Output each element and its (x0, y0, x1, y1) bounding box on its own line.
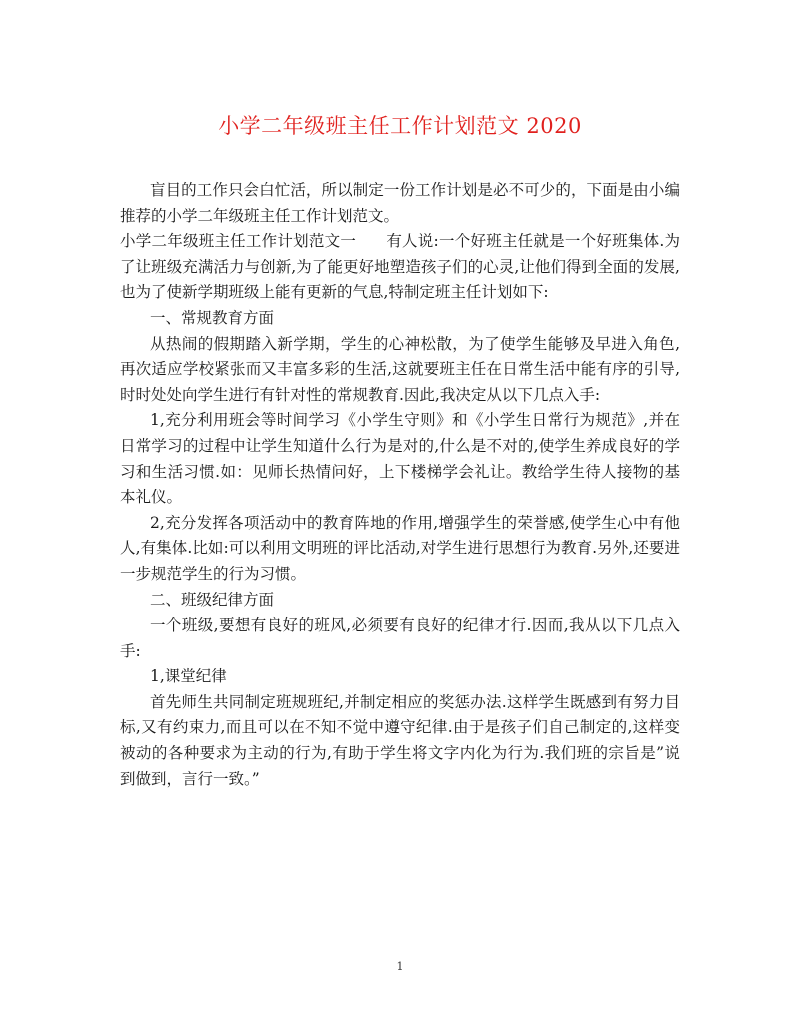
page-number: 1 (396, 960, 404, 973)
routine-point-1: 1,充分利用班会等时间学习《小学生守则》和《小学生日常行为规范》,并在日常学习的过程中让学生知道什么行为是对的,什么是不对的,使学生养成良好的学习和生活习惯.如：见师长热情问好，上下楼梯学会礼让。教给学生待人接物的基本礼仪。 (120, 411, 680, 507)
routine-paragraph: 从热闹的假期踏入新学期，学生的心神松散，为了使学生能够及早进入角色,再次适应学校紧张而又丰富多彩的生活,这就要班主任在日常生活中能有序的引导,时时处处向学生进行有针对性的常规教育.因此,我决定从以下几点入手: (120, 334, 680, 404)
routine-point-2: 2,充分发挥各项活动中的教育阵地的作用,增强学生的荣誉感,使学生心中有他人,有集体.比如:可以利用文明班的评比活动,对学生进行思想行为教育.另外,还要进一步规范学生的行为习惯。 (120, 513, 680, 583)
subheading-classroom: 1,课堂纪律 (150, 667, 227, 686)
classroom-paragraph: 首先师生共同制定班规班纪,并制定相应的奖惩办法.这样学生既感到有努力目标,又有约束力,而且可以在不知不觉中遵守纪律.由于是孩子们自己制定的,这样变被动的各种要求为主动的行为,有助于学生将文字内化为行为.我们班的宗旨是”说到做到，言行一致。” (120, 692, 680, 788)
sample-intro-text: 有人说:一个好班主任就是一个好班集体.为了让班级充满活力与创新,为了能更好地塑造孩子们的心灵,让他们得到全面的发展,也为了使新学期班级上能有更新的气息,特制定班主任计划如下: (120, 232, 680, 302)
section-heading-routine: 一、常规教育方面 (150, 308, 275, 327)
document-body (120, 178, 680, 792)
sample-heading: 小学二年级班主任工作计划范文一 (120, 232, 357, 251)
intro-paragraph: 盲目的工作只会白忙活，所以制定一份工作计划是必不可少的，下面是由小编推荐的小学二年级班主任工作计划范文。 (120, 181, 680, 225)
section-intro-paragraph (120, 229, 680, 306)
discipline-paragraph: 一个班级,要想有良好的班风,必须要有良好的纪律才行.因而,我从以下几点入手: (120, 616, 680, 660)
section-heading-discipline: 二、班级纪律方面 (150, 590, 275, 609)
document-title: 小学二年级班主任工作计划范文 2020 (218, 114, 582, 138)
